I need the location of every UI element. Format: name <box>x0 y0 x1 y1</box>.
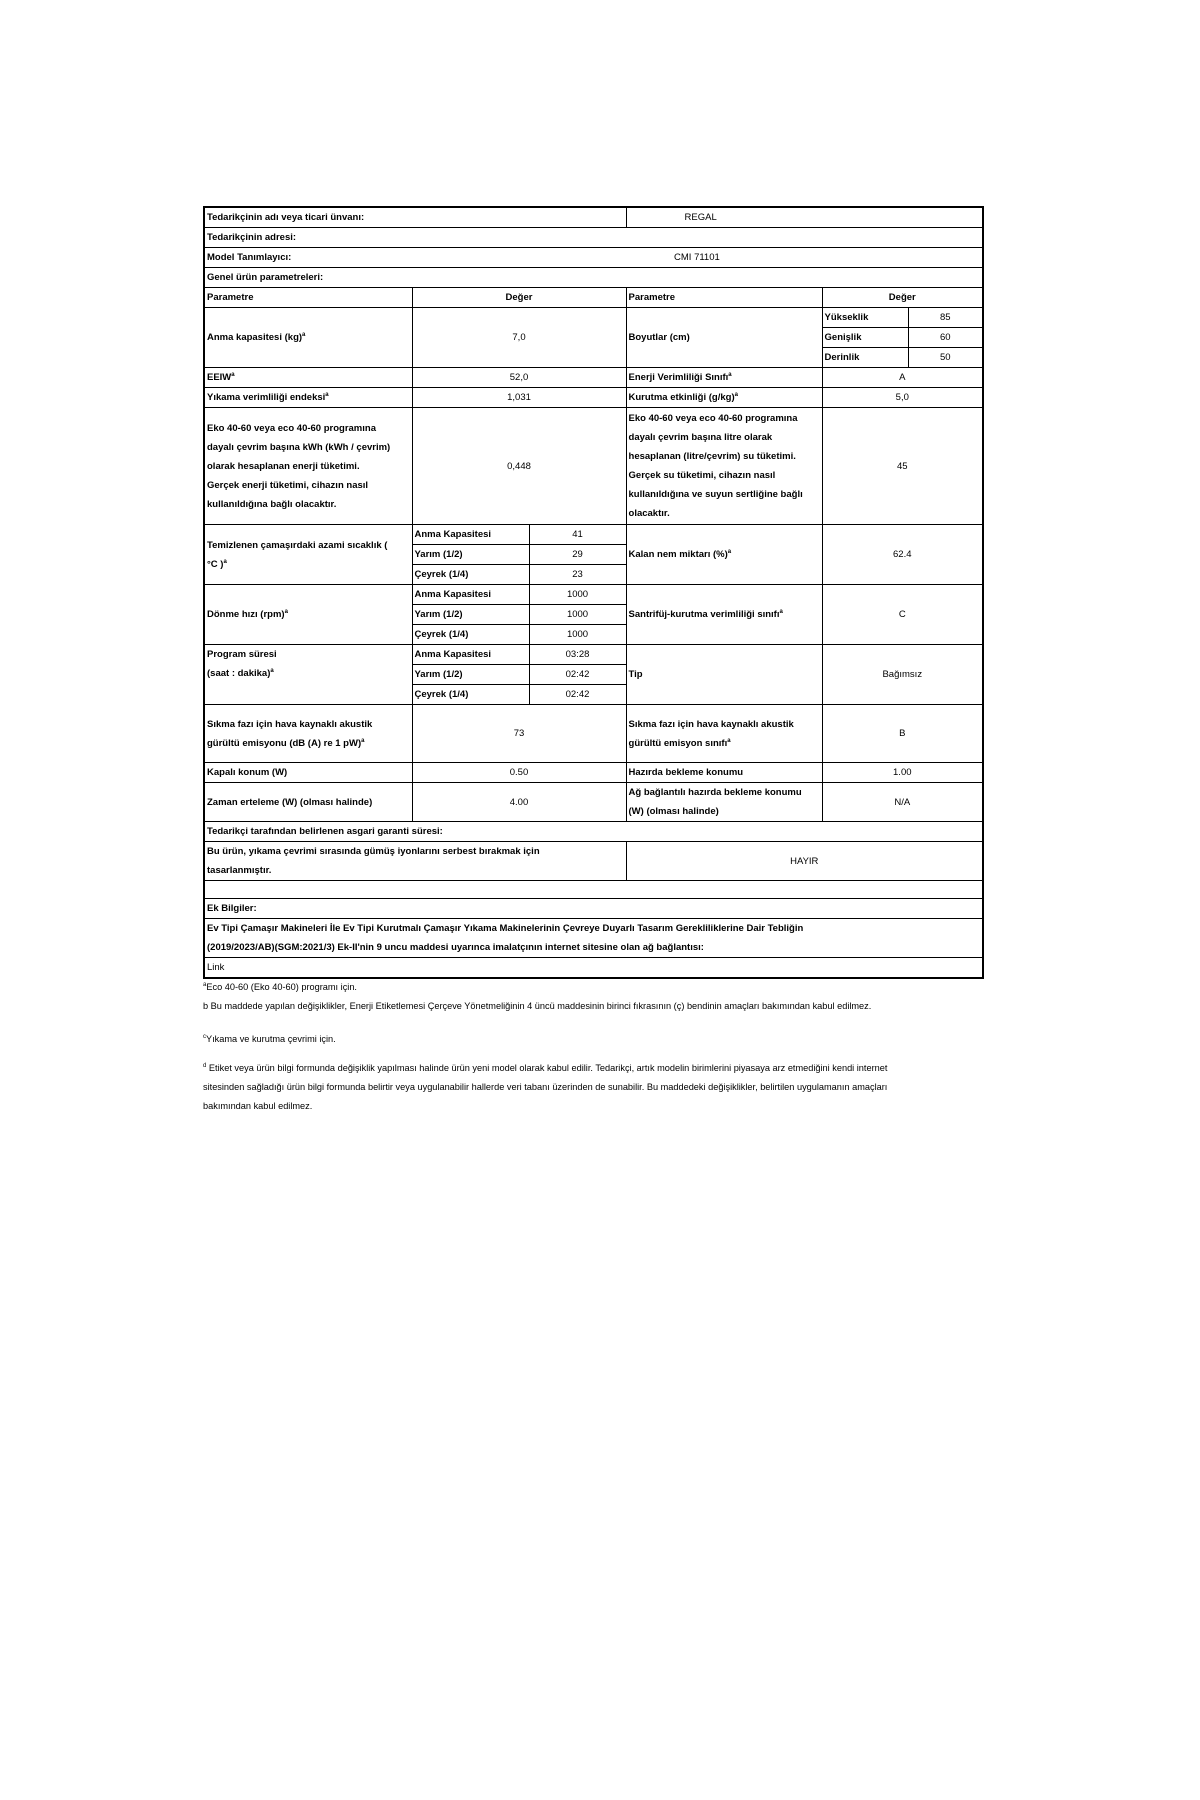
spin-load-full: Anma Kapasitesi <box>412 585 529 605</box>
link-row <box>204 958 983 979</box>
capacity-label: Anma kapasitesi (kg)$^a$ <box>204 308 412 368</box>
noise-row <box>204 705 983 763</box>
supplier-label: Tedarikçinin adı veya ticari ünvanı: <box>204 207 626 228</box>
duration-load-quarter: Çeyrek (1/4) <box>412 685 529 705</box>
duration-label: Program süresi (saat : dakika)$^a$ <box>204 645 412 705</box>
noise-value: 73 <box>412 705 626 763</box>
supplier-value: REGAL <box>626 207 983 228</box>
address-row <box>204 228 983 248</box>
product-info-sheet <box>203 206 982 979</box>
regulation-text: Ev Tipi Çamaşır Makineleri İle Ev Tipi Kurutmalı Çamaşır Yıkama Makinelerinin Çevreye Duyarlı Tasarım Gerekliliklerine Dair Tebliğin (2019/2023/AB)(SGM:2021/3) Ek-II'nin 9 uncu maddesi uyarınca imalatçının internet sitesine olan ağ bağlantısı: <box>204 919 983 958</box>
general-label: Genel ürün parametreleri: <box>204 268 983 288</box>
product-info-table <box>203 206 984 979</box>
capacity-value: 7,0 <box>412 308 626 368</box>
standby-label: Hazırda bekleme konumu <box>626 763 822 783</box>
temp-load-full: Anma Kapasitesi <box>412 525 529 545</box>
header-row <box>204 288 983 308</box>
standby-value: 1.00 <box>822 763 983 783</box>
moisture-value: 62.4 <box>822 525 983 585</box>
noise-class-value: B <box>822 705 983 763</box>
off-value: 0.50 <box>412 763 626 783</box>
dry-eff-value: 5,0 <box>822 388 983 408</box>
model-row <box>204 248 983 268</box>
type-value: Bağımsız <box>822 645 983 705</box>
delay-row <box>204 783 983 822</box>
eeiw-label: EEIW$^a$ <box>204 368 412 388</box>
height-value: 85 <box>908 308 983 328</box>
noise-label: Sıkma fazı için hava kaynaklı akustik gürültü emisyonu (dB (A) re 1 pW)$^a$ <box>204 705 412 763</box>
link-label[interactable]: Link <box>204 958 983 979</box>
spin-class-value: C <box>822 585 983 645</box>
temp-value-full: 41 <box>529 525 626 545</box>
temp-value-half: 29 <box>529 545 626 565</box>
temp-load-half: Yarım (1/2) <box>412 545 529 565</box>
footnote-d-line-3: bakımından kabul edilmez. <box>203 1101 313 1111</box>
wash-eff-label: Yıkama verimliliği endeksi$^a$ <box>204 388 412 408</box>
footnote-d-line-2: sitesinden sağladığı ürün bilgi formunda belirtir veya uygulanabilir hallerde veri tabanı üzerinden de sunabilir. Bu maddedeki değişiklikler, belirtilen uygulamanın amaçları <box>203 1082 888 1092</box>
footnote-b: b Bu maddede yapılan değişiklikler, Enerji Etiketlemesi Çerçeve Yönetmeliğinin 4 üncü maddesinin birinci fıkrasının (ç) bendinin amaçları bakımından kabul edilmez. <box>203 1001 872 1011</box>
silver-value: HAYIR <box>626 842 983 881</box>
capacity-row <box>204 308 983 328</box>
off-row <box>204 763 983 783</box>
eeiw-value: 52,0 <box>412 368 626 388</box>
wash-eff-value: 1,031 <box>412 388 626 408</box>
spin-label: Dönme hızı (rpm)$^a$ <box>204 585 412 645</box>
width-value: 60 <box>908 328 983 348</box>
moisture-label: Kalan nem miktarı (%)$^a$ <box>626 525 822 585</box>
param-header: Parametre <box>204 288 412 308</box>
water-cons-label: Eko 40-60 veya eco 40-60 programına dayalı çevrim başına litre olarak hesaplanan (litre/çevrim) su tüketimi. Gerçek su tüketimi, cihazın nasıl kullanıldığına ve suyun sertliğine bağlı olacaktır. <box>626 408 822 525</box>
height-label: Yükseklik <box>822 308 908 328</box>
depth-label: Derinlik <box>822 348 908 368</box>
delay-label: Zaman erteleme (W) (olması halinde) <box>204 783 412 822</box>
eeiw-row <box>204 368 983 388</box>
general-row <box>204 268 983 288</box>
duration-value-half: 02:42 <box>529 665 626 685</box>
spin-row-1 <box>204 585 983 605</box>
depth-value: 50 <box>908 348 983 368</box>
off-label: Kapalı konum (W) <box>204 763 412 783</box>
blank-cell <box>204 881 983 899</box>
extra-row <box>204 899 983 919</box>
temp-label: Temizlenen çamaşırdaki azami sıcaklık ( °C )$^a$ <box>204 525 412 585</box>
wash-eff-row <box>204 388 983 408</box>
param-header-2: Parametre <box>626 288 822 308</box>
dry-eff-label: Kurutma etkinliği $(g/kg)^a$ <box>626 388 822 408</box>
duration-row-1 <box>204 645 983 665</box>
footnotes <box>203 978 963 1116</box>
spin-load-half: Yarım (1/2) <box>412 605 529 625</box>
spin-class-label: Santrifüj-kurutma verimliliği sınıfı$^a$ <box>626 585 822 645</box>
value-header-2: Değer <box>822 288 983 308</box>
footnote-d: $^d$ Etiket veya ürün bilgi formunda değişiklik yapılması halinde ürün yeni model olarak kabul edilir. Tedarikçi, artık modelin birimlerini piyasaya arz etmediğini kendi internet <box>203 1062 888 1073</box>
noise-class-label: Sıkma fazı için hava kaynaklı akustik gürültü emisyon sınıfı$^a$ <box>626 705 822 763</box>
temp-value-quarter: 23 <box>529 565 626 585</box>
dimensions-label: Boyutlar (cm) <box>626 308 822 368</box>
spin-value-full: 1000 <box>529 585 626 605</box>
duration-load-half: Yarım (1/2) <box>412 665 529 685</box>
type-label: Tip <box>626 645 822 705</box>
warranty-label: Tedarikçi tarafından belirlenen asgari garanti süresi: <box>204 822 983 842</box>
width-label: Genişlik <box>822 328 908 348</box>
water-cons-value: 45 <box>822 408 983 525</box>
spin-value-quarter: 1000 <box>529 625 626 645</box>
value-header: Değer <box>412 288 626 308</box>
supplier-row <box>204 207 983 228</box>
energy-cons-label: Eko 40-60 veya eco 40-60 programına dayalı çevrim başına kWh (kWh / çevrim) olarak hesaplanan enerji tüketimi. Gerçek enerji tüketimi, cihazın nasıl kullanıldığına bağlı olacaktır. <box>204 408 412 525</box>
energy-class-label: Enerji Verimliliği Sınıfı$^a$ <box>626 368 822 388</box>
energy-class-value: A <box>822 368 983 388</box>
model-label: Model Tanımlayıcı: <box>204 248 626 268</box>
network-label: Ağ bağlantılı hazırda bekleme konumu (W) (olması halinde) <box>626 783 822 822</box>
silver-label: Bu ürün, yıkama çevrimi sırasında gümüş iyonlarını serbest bırakmak için tasarlanmıştır. <box>204 842 626 881</box>
regulation-row <box>204 919 983 958</box>
model-value: CMI 71101 <box>626 248 983 268</box>
consumption-row <box>204 408 983 525</box>
silver-row <box>204 842 983 881</box>
duration-load-full: Anma Kapasitesi <box>412 645 529 665</box>
temp-load-quarter: Çeyrek (1/4) <box>412 565 529 585</box>
network-value: N/A <box>822 783 983 822</box>
footnote-a: $^a$Eco 40-60 (Eko 40-60) programı için. <box>203 981 357 992</box>
spin-load-quarter: Çeyrek (1/4) <box>412 625 529 645</box>
duration-value-quarter: 02:42 <box>529 685 626 705</box>
extra-label: Ek Bilgiler: <box>204 899 983 919</box>
warranty-row <box>204 822 983 842</box>
delay-value: 4.00 <box>412 783 626 822</box>
duration-value-full: 03:28 <box>529 645 626 665</box>
spin-value-half: 1000 <box>529 605 626 625</box>
temp-row-1 <box>204 525 983 545</box>
energy-cons-value: 0,448 <box>412 408 626 525</box>
blank-row <box>204 881 983 899</box>
address-label: Tedarikçinin adresi: <box>204 228 983 248</box>
footnote-c: $^c$Yıkama ve kurutma çevrimi için. <box>203 1033 336 1044</box>
